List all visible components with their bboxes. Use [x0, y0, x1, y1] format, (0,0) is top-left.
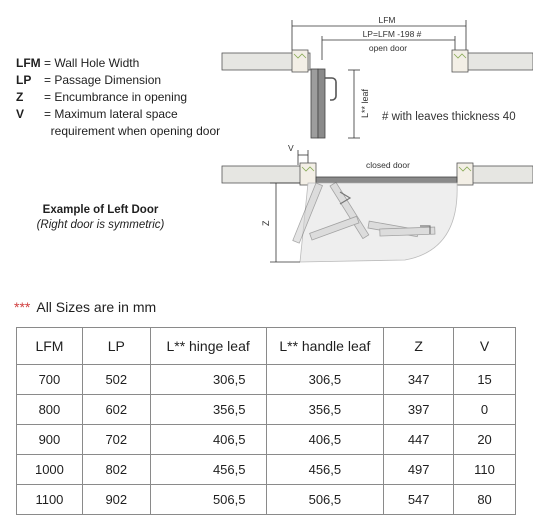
cell-lp: 602: [82, 395, 150, 425]
sizes-note-stars: ***: [14, 299, 31, 315]
legend-desc: = Maximum lateral space: [44, 107, 178, 121]
column-header-z: Z: [384, 328, 454, 365]
cell-z: 497: [384, 455, 454, 485]
cell-hinge-leaf: 406,5: [150, 425, 266, 455]
table-row: [17, 425, 516, 455]
legend-key: V: [16, 107, 25, 121]
door-leaf-closed: [316, 177, 457, 183]
door-leaf-open-2: [318, 69, 325, 138]
cell-lfm: 700: [17, 365, 83, 395]
lp-label: LP=LFM -198 #: [362, 29, 422, 39]
cell-lfm: 800: [17, 395, 83, 425]
z-label: Z: [261, 220, 271, 226]
cell-v: 15: [454, 365, 516, 395]
leaf-label: L** leaf: [360, 88, 370, 118]
table-row: [17, 455, 516, 485]
table-row: [17, 395, 516, 425]
cell-handle-leaf: 506,5: [266, 485, 384, 515]
table-row: [17, 365, 516, 395]
cell-lp: 502: [82, 365, 150, 395]
legend-desc: = Encumbrance in opening: [44, 90, 188, 104]
v-label: V: [288, 143, 294, 153]
cell-lfm: 900: [17, 425, 83, 455]
open-door-label: open door: [368, 43, 408, 53]
column-header-lfm: LFM: [17, 328, 83, 365]
cell-hinge-leaf: 356,5: [150, 395, 266, 425]
cell-lfm: 1000: [17, 455, 83, 485]
cell-handle-leaf: 306,5: [266, 365, 384, 395]
cell-hinge-leaf: 306,5: [150, 365, 266, 395]
cell-handle-leaf: 456,5: [266, 455, 384, 485]
column-header-hinge-leaf: L** hinge leaf: [150, 328, 266, 365]
legend-desc: = Passage Dimension: [44, 73, 162, 87]
cell-z: 397: [384, 395, 454, 425]
closed-door-view: [222, 143, 533, 262]
door-handle-icon: [325, 78, 336, 100]
cell-v: 110: [454, 455, 516, 485]
sizes-note: [14, 299, 156, 315]
cell-v: 20: [454, 425, 516, 455]
cell-v: 0: [454, 395, 516, 425]
cell-handle-leaf: 356,5: [266, 395, 384, 425]
wall-right: [466, 53, 533, 70]
closed-door-label: closed door: [366, 160, 410, 170]
legend-desc: = Wall Hole Width: [44, 56, 140, 70]
door-leaf-open-1: [311, 69, 318, 138]
cell-lp: 702: [82, 425, 150, 455]
legend-key: LP: [16, 73, 32, 87]
cell-lp: 902: [82, 485, 150, 515]
cell-hinge-leaf: 456,5: [150, 455, 266, 485]
wall-left-closed: [222, 166, 306, 183]
cell-handle-leaf: 406,5: [266, 425, 384, 455]
cell-v: 80: [454, 485, 516, 515]
legend-key: Z: [16, 90, 24, 104]
sizes-table: [16, 327, 516, 515]
example-subtitle: (Right door is symmetric): [36, 219, 165, 231]
sizes-note-text: All Sizes are in mm: [36, 299, 157, 315]
column-header-lp: LP: [82, 328, 150, 365]
column-header-v: V: [454, 328, 516, 365]
cell-z: 347: [384, 365, 454, 395]
cell-lfm: 1100: [17, 485, 83, 515]
cell-z: 447: [384, 425, 454, 455]
cell-hinge-leaf: 506,5: [150, 485, 266, 515]
column-header-handle-leaf: L** handle leaf: [266, 328, 384, 365]
wall-right-closed: [468, 166, 533, 183]
cell-z: 547: [384, 485, 454, 515]
example-title: Example of Left Door: [42, 204, 159, 216]
thickness-note: # with leaves thickness 40: [382, 111, 516, 123]
lfm-label: LFM: [378, 15, 396, 25]
legend-desc: requirement when opening door: [44, 124, 221, 138]
table-header-row: [17, 328, 516, 365]
cell-lp: 802: [82, 455, 150, 485]
legend-key: LFM: [16, 56, 41, 70]
open-door-view: [222, 15, 533, 138]
table-row: [17, 485, 516, 515]
